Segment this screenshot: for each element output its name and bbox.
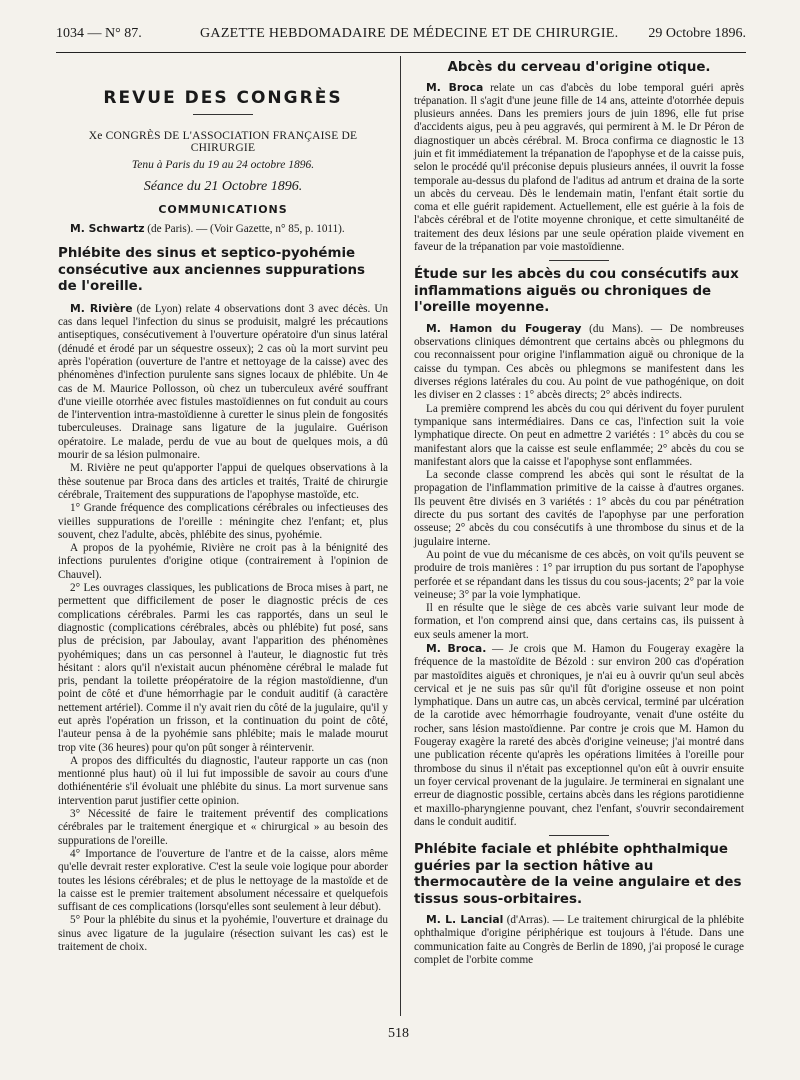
article-separator <box>549 835 609 836</box>
speaker-name: M. Hamon du Fougeray <box>426 321 582 335</box>
paragraph-text: La première comprend les abcès du cou qui dérivent du foyer purulent tympanique sans intermédiaires. Dans ce cas, l'infection suit la voie lymphatique directe. On peut en admettre 2 variétés : 1° abcès du cou se manifestant alors que la caisse est seule enflammée; 2° abcès du cou se manifestant alors que la caisse et l'apophyse sont enflammées. <box>414 402 744 468</box>
paragraph-text: (de Lyon) relate 4 observations dont 3 avec décès. Un cas dans lequel l'infection du sinus se produisit, malgré les précautions antiseptiques, consécutivement à l'ouverture opératoire d'un sinus latéral (dénudé et érodé par un séquestre osseux); 2 cas où la mort survint peu après l'opération (ouverture de l'antre et nettoyage de la caisse) avec des phénomènes d'infection purulente sans signes locaux de phlébite. Un 4e cas de M. Maurice Pollosson, où chez un tuberculeux avéré souffrant d'une vieille otorrhée avec fistules mastoïdiennes on fut conduit au cours de l'intervention intra-mastoïdienne à curetter le sinus plein de fongosités tuberculeuses. Drainage sans ligature de la jugulaire. Guérison opératoire. Le malade, perdu de vue au bout de quelques mois, a dû mourir de sa lésion pulmonaire. <box>58 302 388 462</box>
paragraph-text: 1° Grande fréquence des complications cérébrales ou infectieuses des vieilles suppurations de l'oreille : méningite chez l'enfant; et, plus souvent, chez l'adulte, abcès, phlébite des sinus, pyohémie. <box>58 502 388 541</box>
page-reference: 1034 — N° 87. <box>56 26 142 41</box>
paragraph-text: (d'Arras). — Le traitement chirurgical de la phlébite ophthalmique d'origine périphérique est toujours à l'étude. Dans une communication faite au Congrès de Berlin de 1890, j'ai proposé le curage complet de l'orbite comme <box>414 914 744 967</box>
column-divider <box>400 56 401 1016</box>
article-title-phlebite-faciale: Phlébite faciale et phlébite ophthalmique guéries par la section hâtive au thermocautère de la veine angulaire et des tissus sous-orbitaires. <box>414 842 742 907</box>
article-separator <box>549 260 609 261</box>
communications-heading: COMMUNICATIONS <box>158 203 288 216</box>
section-title: REVUE DES CONGRÈS <box>103 88 343 108</box>
speaker-name: M. Rivière <box>70 301 133 315</box>
speaker-name: M. Broca <box>426 80 484 94</box>
paragraph-text: (du Mans). — De nombreuses observations cliniques démontrent que certains abcès ou phlegmons du cou reconnaissent pour origine l'inflammation aiguë ou chronique de la caisse du tympan. Ces abcès ou phlegmons se manifestent dans les diverses régions latérales du cou. Au point de vue pathogénique, on doit les diviser en 2 classes : 1° abcès directs; 2° abcès indirects. <box>414 322 745 402</box>
paragraph-text: La seconde classe comprend les abcès qui sont le résultat de la propagation de l'inflammation primitive de la caisse à d'autres organes. Ils peuvent être divisés en 3 variétés : 1° abcès du cou par pénétration directe du pus sortant des cavités de l'apophyse par une perforation osseuse; 2° abcès du cou consécutifs à une thrombose du sinus et de la jugulaire interne. <box>414 469 744 548</box>
paragraph-text: M. Rivière ne peut qu'apporter l'appui de quelques observations à la thèse soutenue par Broca dans des articles et traités, Traité de chirurgie cérébrale, Traitement des suppurations de l'apophyse mastoïde, etc. <box>58 462 388 501</box>
journal-title: GAZETTE HEBDOMADAIRE DE MÉDECINE ET DE CHIRURGIE. <box>200 26 619 41</box>
paragraph-text: 2° Les ouvrages classiques, les publications de Broca mises à part, ne permettent que difficilement de poser le diagnostic précis de ces complications cérébrales. Parmi les cas rapportés, dans un seul le diagnostic (complications cérébrales, abcès ou phlébite) fut posé, sans plus de précision, par Jaboulay, avant l'apparition des phénomènes pyohémiques; dans un cas personnel à l'auteur, le diagnostic fut très hésitant : alors qu'il n'existait aucun phénomène cérébral le malade fut pris, pendant la toilette préopératoire de la région mastoïdienne, d'un point de côté et d'une hémorrhagie par le conduit auditif (à caractère nettement artériel). Comme il n'y avait rien du côté de la jugulaire, qu'il y eut après l'opération un frisson, et la continuation du point de côté, l'auteur pensa à de la pyohémie sans phlébite; mais le malade mourut trop vite (36 heures) pour qu'on pût songer à réintervenir. <box>58 582 388 754</box>
congress-dates: Tenu à Paris du 19 au 24 octobre 1896. <box>131 159 315 171</box>
speaker-name: M. L. Lancial <box>426 913 504 927</box>
paragraph-lancial <box>414 913 744 967</box>
page-number: 518 <box>388 1026 409 1041</box>
header-rule <box>56 52 746 53</box>
paragraph-broca <box>414 81 744 255</box>
paragraph-text: — Je crois que M. Hamon du Fougeray exagère la fréquence de la mastoïdite de Bézold : sur environ 200 cas d'opération par mastoïdites aiguës et chroniques, je n'ai eu à ouvrir qu'un seul abcès cervical et je ne suis pas sûr qu'il fût d'origine osseuse et non point lymphatique. Dans un autre cas, un abcès cervical, terminé par ulcération de la carotide avec hémorrhagie foudroyante, venait d'une ostéite du rocher, sans lésion mastoïdienne. Par contre je crois que M. Hamon du Fougeray exagère la rareté des abcès d'origine veineuse; j'ai montré dans une publication récente qu'après les opérations limitées à l'oreille pour thrombose du sinus il n'était pas exceptionnel qu'on eût à ouvrir ensuite un foyer cervical provenant de la jugulaire. Je terminerai en signalant une erreur de diagnostic possible, certains abcès dans les régions parotidienne et maxillo-pharyngienne pouvant, chez l'enfant, s'ouvrir secondairement dans le conduit auditif. <box>414 642 744 828</box>
congress-name: Xe CONGRÈS DE L'ASSOCIATION FRANÇAISE DE CHIRURGIE <box>88 130 358 154</box>
article-title-abces-cou: Étude sur les abcès du cou consécutifs aux inflammations aiguës ou chroniques de l'oreille moyenne. <box>414 267 739 316</box>
paragraph-text: A propos des difficultés du diagnostic, l'auteur rapporte un cas (non mentionné plus haut) où il lui fut impossible de savoir au cours d'une dothiénentérie s'il évoluait une phlébite du sinus. La mort survenue sans intervention parut justifier cette opinion. <box>58 754 388 807</box>
issue-date: 29 Octobre 1896. <box>648 26 746 41</box>
paragraph-broca-reply <box>414 642 744 829</box>
paragraph-text: 4° Importance de l'ouverture de l'antre et de la caisse, alors même qu'elle devrait rester explorative. C'est la seule voie logique pour aborder toutes les lésions cérébrales; et de plus le nettoyage de la mastoïde et de la caisse est le premier traitement absolument nécessaire et quelquefois suffisant de ces complications (lorsqu'elles sont seulement à leur début). <box>58 847 388 914</box>
left-column <box>58 58 388 954</box>
article-title-phlebite-sinus: Phlébite des sinus et septico-pyohémie consécutive aux anciennes suppurations de l'oreille. <box>58 246 366 295</box>
paragraph-hamon <box>414 322 744 403</box>
paragraph-riviere <box>58 302 388 463</box>
paragraph-text: 5° Pour la phlébite du sinus et la pyohémie, l'ouverture et drainage du sinus avec ligature de la jugulaire (résection suivant les cas) est le traitement de choix. <box>58 914 388 954</box>
schwartz-paragraph <box>58 222 388 236</box>
paragraph-text: A propos de la pyohémie, Rivière ne croit pas à la bénignité des infections purulentes d'origine otique (contrairement à l'opinion de Chauvel). <box>58 542 388 581</box>
running-header <box>56 26 746 48</box>
right-column <box>414 58 744 967</box>
paragraph-text: 3° Nécessité de faire le traitement préventif des complications cérébrales par le traitement énergique et « chirurgical » au besoin des suppurations de l'oreille. <box>58 808 388 847</box>
session-date: Séance du 21 Octobre 1896. <box>143 179 303 194</box>
speaker-name: M. Schwartz <box>70 222 145 235</box>
paragraph-text: relate un cas d'abcès du lobe temporal guéri après trépanation. Il s'agit d'une jeune fille de 14 ans, atteinte d'otorrhée depuis plusieurs années. Dans les premiers jours de juin 1896, elle fut prise d'accidents aigus, peu à peu aggravés, qui permirent à M. le Dr Péron de diagnostiquer un abcès cérébral. M. Broca confirma ce diagnostic le 13 juin et fit immédiatement la trépanation de l'apophyse et de la caisse puis, selon le procédé qu'il préconise depuis plusieurs années, il ouvrit la fosse temporale au-dessus du plafond de l'aditus ad antrum et draina de la sorte un abcès du cerveau. Dès le lendemain matin, l'enfant était sortie du coma et elle guérit rapidement. Actuellement, elle est guérie à la fois de l'abcès cérébral et de l'otite moyenne chronique, et cette simultanéité de traitement des deux lésions par une seule opération plaide vivement en faveur de la trépanation par voie mastoïdienne. <box>414 81 744 254</box>
section-rule <box>193 114 253 116</box>
schwartz-text: (de Paris). — (Voir Gazette, n° 85, p. 1011). <box>147 223 345 235</box>
paragraph-text: Il en résulte que le siège de ces abcès varie suivant leur mode de formation, et l'on comprend ainsi que, dans certains cas, ils puissent à eux seuls amener la mort. <box>414 602 744 641</box>
paragraph-text: Au point de vue du mécanisme de ces abcès, on voit qu'ils peuvent se produire de trois manières : 1° par irruption du pus sortant de l'apophyse perforée et se répandant dans les tissus du cou sous-jacents; 2° par la voie veineuse; 3° par la voie lymphatique. <box>414 548 744 601</box>
article-title-abces-cerveau: Abcès du cerveau d'origine otique. <box>447 60 711 75</box>
speaker-name: M. Broca. <box>426 641 487 655</box>
